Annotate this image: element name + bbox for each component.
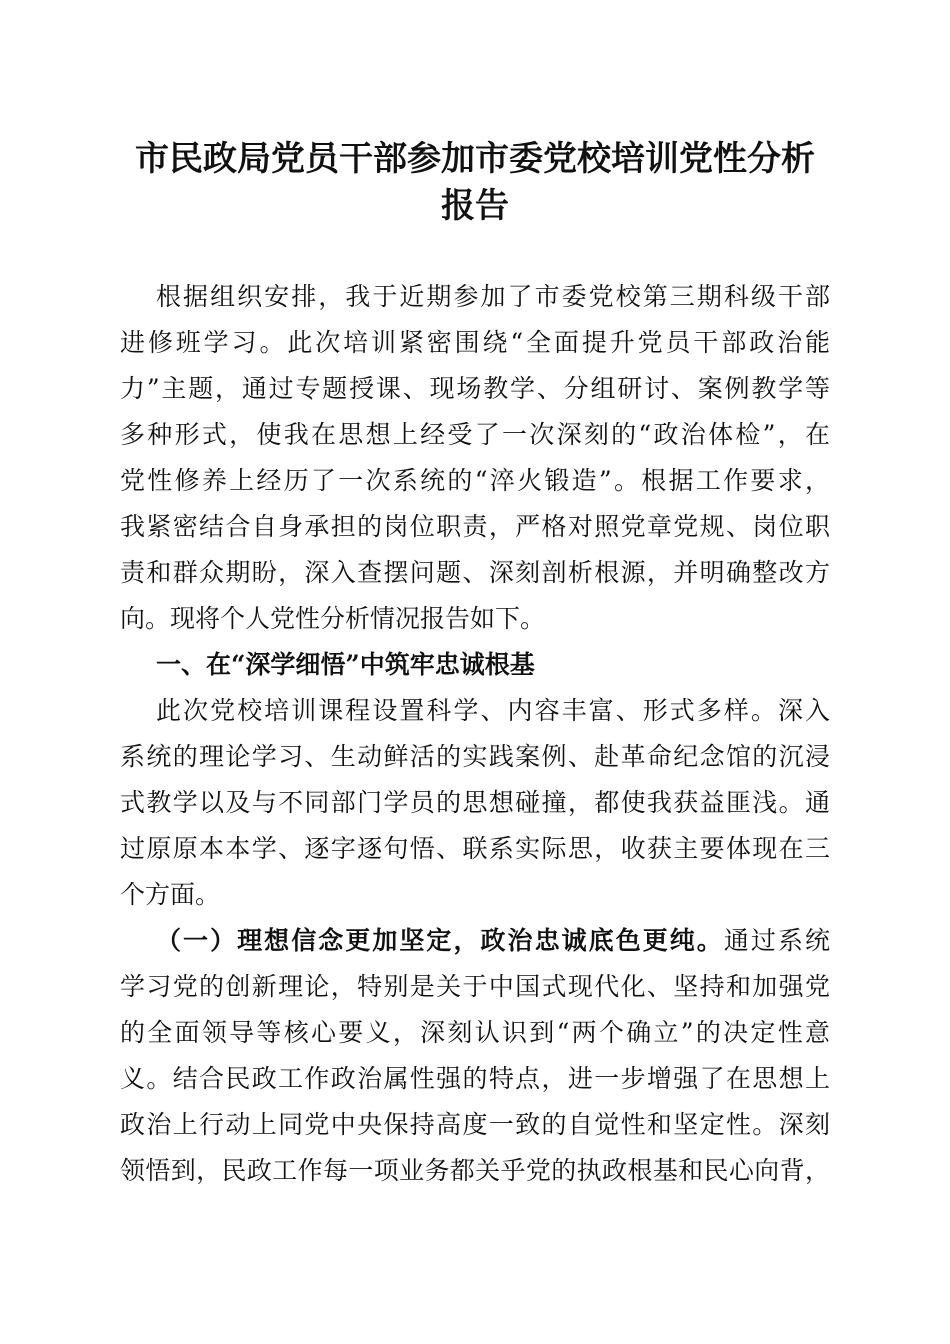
document-title bbox=[100, 136, 850, 230]
document-body bbox=[120, 274, 830, 1194]
text-line: 式教学以及与不同部门学员的思想碰撞，都使我获益匪浅。通 bbox=[120, 788, 830, 817]
text-line: 力”主题，通过专题授课、现场教学、分组研讨、案例教学等 bbox=[120, 374, 830, 403]
text-line: 我紧密结合自身承担的岗位职责，严格对照党章党规、岗位职 bbox=[120, 512, 830, 541]
text-line: 进修班学习。此次培训紧密围绕“全面提升党员干部政治能 bbox=[120, 328, 830, 357]
section-heading-1: 一、在“深学细悟”中筑牢忠诚根基 bbox=[156, 650, 535, 679]
text-line: 多种形式，使我在思想上经受了一次深刻的“政治体检”，在 bbox=[120, 420, 830, 449]
text-line bbox=[120, 918, 830, 964]
text-line: 领悟到，民政工作每一项业务都关乎党的执政根基和民心向背， bbox=[120, 1156, 830, 1185]
text-line: 系统的理论学习、生动鲜活的实践案例、赴革命纪念馆的沉浸 bbox=[120, 742, 830, 771]
text-line: 政治上行动上同党中央保持高度一致的自觉性和坚定性。深刻 bbox=[120, 1110, 830, 1139]
title-line-2: 报告 bbox=[441, 186, 509, 226]
paragraph-section-1 bbox=[120, 688, 830, 918]
subsection-lead: （一）理想信念更加坚定，政治忠诚底色更纯。 bbox=[156, 926, 724, 955]
text-line: 此次党校培训课程设置科学、内容丰富、形式多样。深入 bbox=[156, 696, 830, 725]
text-line: 责和群众期盼，深入查摆问题、深刻剖析根源，并明确整改方 bbox=[120, 558, 830, 587]
text-line: 过原原本本学、逐字逐句悟、联系实际思，收获主要体现在三 bbox=[120, 834, 830, 863]
text-line: 学习党的创新理论，特别是关于中国式现代化、坚持和加强党 bbox=[120, 972, 830, 1001]
text-line: 义。结合民政工作政治属性强的特点，进一步增强了在思想上 bbox=[120, 1064, 830, 1093]
text-line: 根据组织安排，我于近期参加了市委党校第三期科级干部 bbox=[156, 282, 830, 311]
text-line: 个方面。 bbox=[120, 880, 221, 909]
paragraph-subsection-1 bbox=[120, 918, 830, 1194]
text-line: 党性修养上经历了一次系统的“淬火锻造”。根据工作要求， bbox=[120, 466, 830, 495]
text-line: 向。现将个人党性分析情况报告如下。 bbox=[120, 604, 546, 633]
paragraph-intro bbox=[120, 274, 830, 642]
text-line: 的全面领导等核心要义，深刻认识到“两个确立”的决定性意 bbox=[120, 1018, 830, 1047]
title-line-1: 市民政局党员干部参加市委党校培训党性分析 bbox=[135, 139, 815, 179]
lead-rest: 通过系统 bbox=[723, 926, 830, 955]
